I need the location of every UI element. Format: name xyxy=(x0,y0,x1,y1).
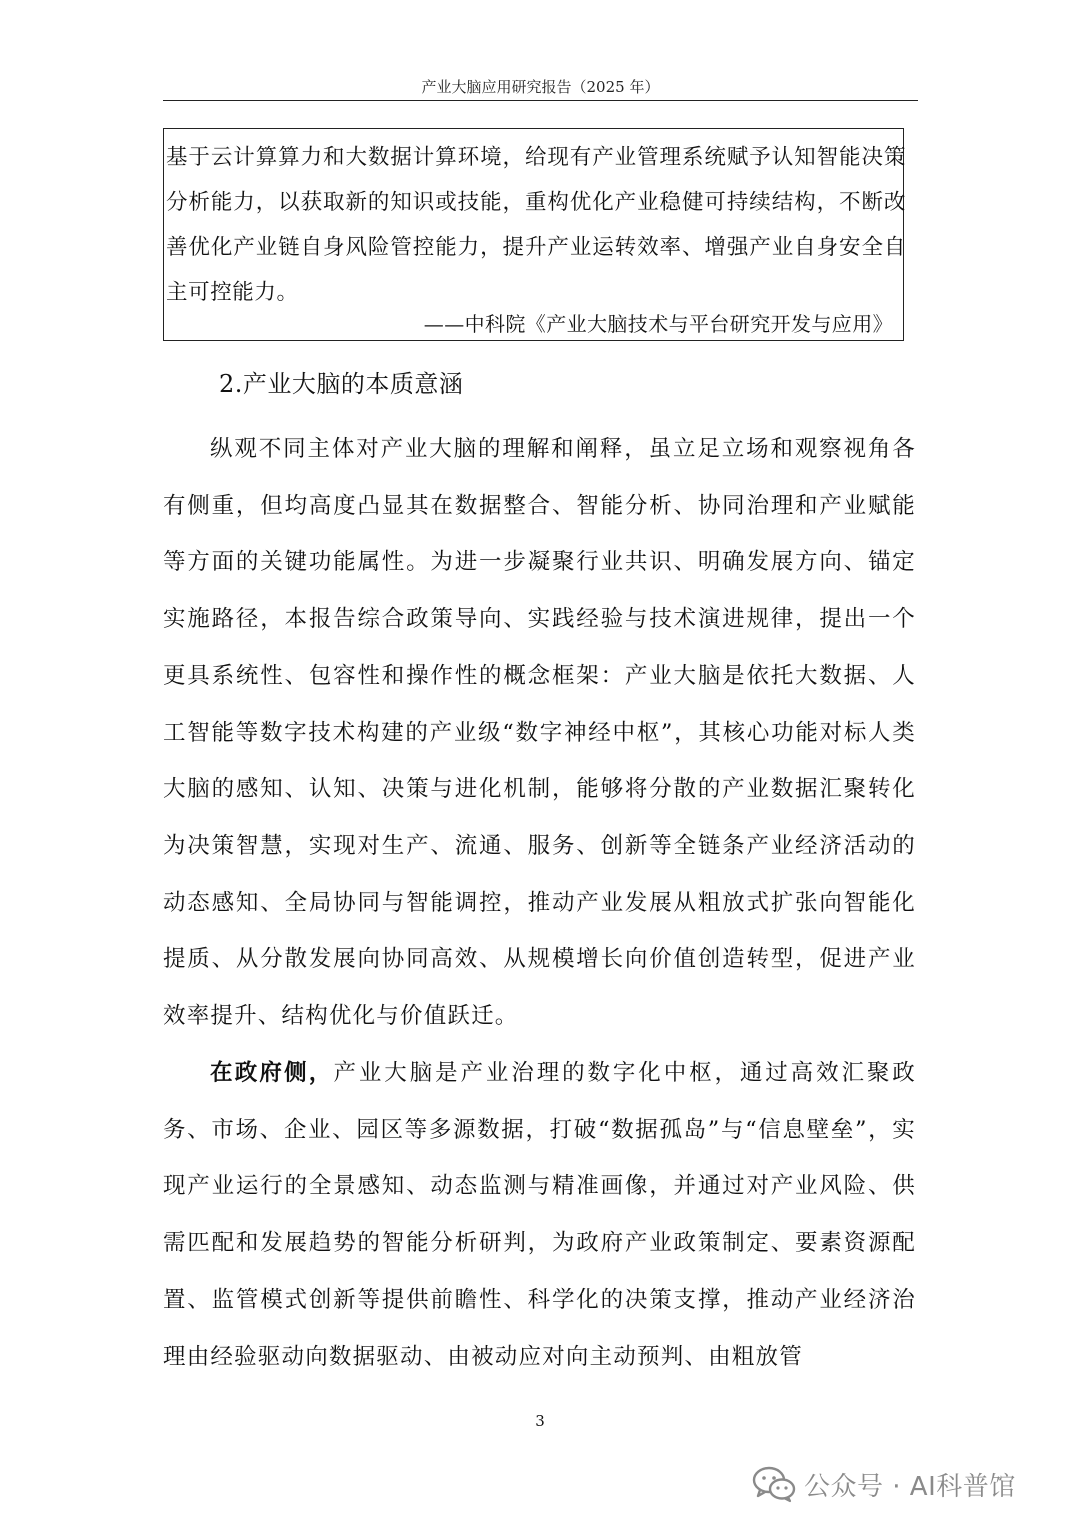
header-divider xyxy=(163,100,918,101)
quote-box xyxy=(163,128,904,341)
paragraph-body: 产业大脑是产业治理的数字化中枢，通过高效汇聚政务、市场、企业、园区等多源数据，打破“数据孤岛”与“信息壁垒”，实现产业运行的全景感知、动态监测与精准画像，并通过对产业风险、供需匹配和发展趋势的智能分析研判，为政府产业政策制定、要素资源配置、监管模式创新等提供前瞻性、科学化的决策支撑，推动产业经济治理由经验驱动向数据驱动、由被动应对向主动预判、由粗放管 xyxy=(163,1060,916,1370)
body-paragraph: 纵观不同主体对产业大脑的理解和阐释，虽立足立场和观察视角各有侧重，但均高度凸显其在数据整合、智能分析、协同治理和产业赋能等方面的关键功能属性。为进一步凝聚行业共识、明确发展方向、锚定实施路径，本报告综合政策导向、实践经验与技术演进规律，提出一个更具系统性、包容性和操作性的概念框架：产业大脑是依托大数据、人工智能等数字技术构建的产业级“数字神经中枢”，其核心功能对标人类大脑的感知、认知、决策与进化机制，能够将分散的产业数据汇聚转化为决策智慧，实现对生产、流通、服务、创新等全链条产业经济活动的动态感知、全局协同与智能调控，推动产业发展从粗放式扩张向智能化提质、从分散发展向协同高效、从规模增长向价值创造转型，促进产业效率提升、结构优化与价值跃迁。 xyxy=(163,436,916,1030)
wechat-icon xyxy=(752,1465,796,1503)
running-header: 产业大脑应用研究报告（2025 年） xyxy=(421,78,660,96)
paragraph-lead: 在政府侧， xyxy=(210,1060,334,1086)
watermark xyxy=(752,1461,1016,1507)
page-number: 3 xyxy=(535,1412,545,1430)
watermark-text: 公众号 · AI科普馆 xyxy=(804,1471,1016,1502)
body-paragraph-government xyxy=(163,1045,916,1385)
quote-source: ——中科院《产业大脑技术与平台研究开发与应用》 xyxy=(423,312,893,336)
quote-text: 基于云计算算力和大数据计算环境，给现有产业管理系统赋予认知智能决策分析能力，以获取新的知识或技能，重构优化产业稳健可持续结构，不断改善优化产业链自身风险管控能力，提升产业运转效率、增强产业自身安全自主可控能力。 xyxy=(166,145,906,305)
section-title: 2.产业大脑的本质意涵 xyxy=(219,370,464,398)
